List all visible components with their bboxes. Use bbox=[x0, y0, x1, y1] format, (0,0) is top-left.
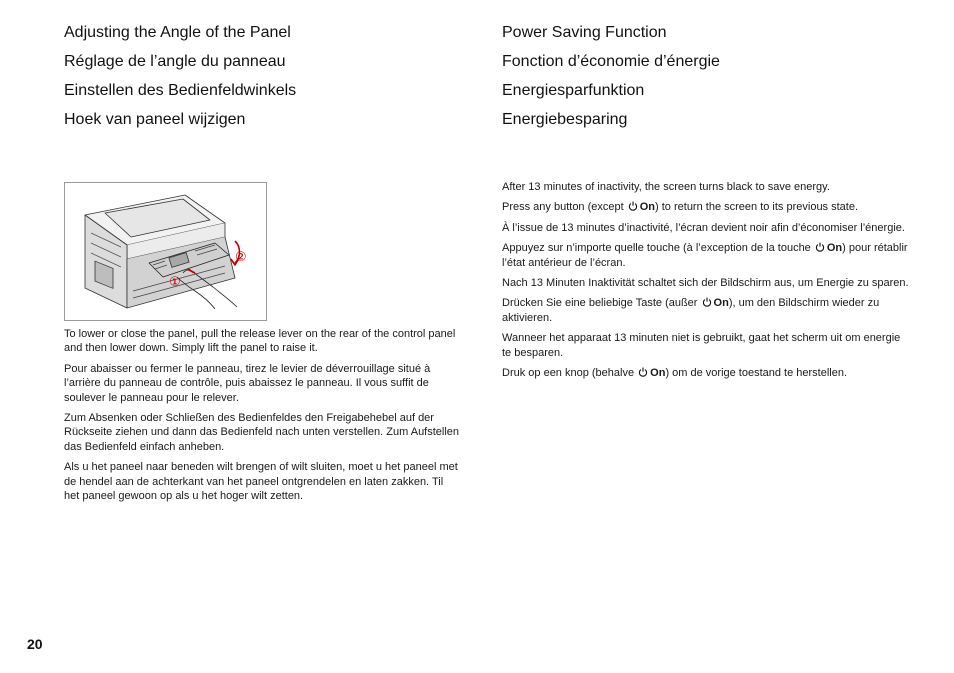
text-before: Drücken Sie eine beliebige Taste (außer bbox=[502, 297, 698, 310]
paragraph-en: To lower or close the panel, pull the release lever on the rear of the control panel and then lower down. Simply lift the panel to raise it. bbox=[64, 328, 456, 355]
callout-2: ② bbox=[235, 250, 247, 265]
on-button-label: On bbox=[713, 297, 729, 310]
heading-en: Adjusting the Angle of the Panel bbox=[64, 24, 291, 41]
paragraph-fr-info: À l’issue de 13 minutes d’inactivité, l’écran devient noir afin d’économiser l’énergie. bbox=[502, 221, 905, 234]
text-before: Appuyez sur n’importe quelle touche (à l’exception de la touche bbox=[502, 242, 811, 255]
paragraph-de-press bbox=[502, 296, 912, 325]
paragraph-fr-press bbox=[502, 241, 912, 270]
heading-nl: Hoek van paneel wijzigen bbox=[64, 111, 246, 128]
heading-fr: Fonction d’économie d’énergie bbox=[502, 53, 720, 70]
paragraph-nl: Als u het paneel naar beneden wilt brengen of wilt sluiten, moet u het paneel met de hendel aan de achterkant van het paneel ontgrendelen en laten zakken. Til het paneel gewoon op als u het hoger wilt zetten. bbox=[64, 461, 458, 503]
heading-fr: Réglage de l’angle du panneau bbox=[64, 53, 286, 70]
page-number: 20 bbox=[27, 636, 43, 652]
on-button-label: On bbox=[650, 367, 666, 380]
paragraph-fr: Pour abaisser ou fermer le panneau, tirez le levier de déverrouillage situé à l’arrière du panneau de contrôle, puis abaissez le panneau. Il vous suffit de soulever le panneau pour le relever. bbox=[64, 362, 431, 404]
paragraph-de: Zum Absenken oder Schließen des Bedienfeldes den Freigabehebel auf der Rückseite ziehen und dann das Bedienfeld nach unten verstellen. Zum Aufstellen das Bedienfeld einfach anheben. bbox=[64, 412, 460, 453]
power-icon bbox=[702, 297, 712, 307]
text-after: ) to return the screen to its previous state. bbox=[655, 201, 859, 214]
paragraph-en-press bbox=[502, 200, 912, 214]
paragraph-en-info: After 13 minutes of inactivity, the screen turns black to save energy. bbox=[502, 181, 830, 193]
on-button-label: On bbox=[826, 242, 843, 255]
power-icon bbox=[638, 367, 648, 377]
paragraph-de-info: Nach 13 Minuten Inaktivität schaltet sich der Bildschirm aus, um Energie zu sparen. bbox=[502, 277, 909, 290]
power-icon bbox=[628, 201, 638, 211]
printer-panel-figure bbox=[64, 182, 267, 321]
text-before: Druk op een knop (behalve bbox=[502, 367, 635, 380]
heading-nl: Energiebesparing bbox=[502, 111, 628, 128]
text-after: ) pour rétablir l’état antérieur de l’écran. bbox=[502, 242, 908, 269]
heading-de: Einstellen des Bedienfeldwinkels bbox=[64, 82, 297, 99]
callout-1: ① bbox=[169, 275, 181, 290]
power-icon bbox=[815, 242, 825, 252]
right-body bbox=[502, 180, 912, 386]
heading-de: Energiesparfunktion bbox=[502, 82, 645, 99]
paragraph-nl-press bbox=[502, 366, 912, 380]
paragraph-nl-info: Wanneer het apparaat 13 minuten niet is gebruikt, gaat het scherm uit om energie te besparen. bbox=[502, 332, 901, 359]
heading-en: Power Saving Function bbox=[502, 24, 667, 41]
text-before: Press any button (except bbox=[502, 201, 624, 214]
left-body bbox=[64, 327, 460, 509]
on-button-label: On bbox=[639, 201, 656, 214]
printer-illustration bbox=[65, 183, 266, 320]
text-after: ) om de vorige toestand te herstellen. bbox=[665, 367, 848, 380]
text-after: ), um den Bildschirm wieder zu aktivieren. bbox=[502, 297, 880, 324]
